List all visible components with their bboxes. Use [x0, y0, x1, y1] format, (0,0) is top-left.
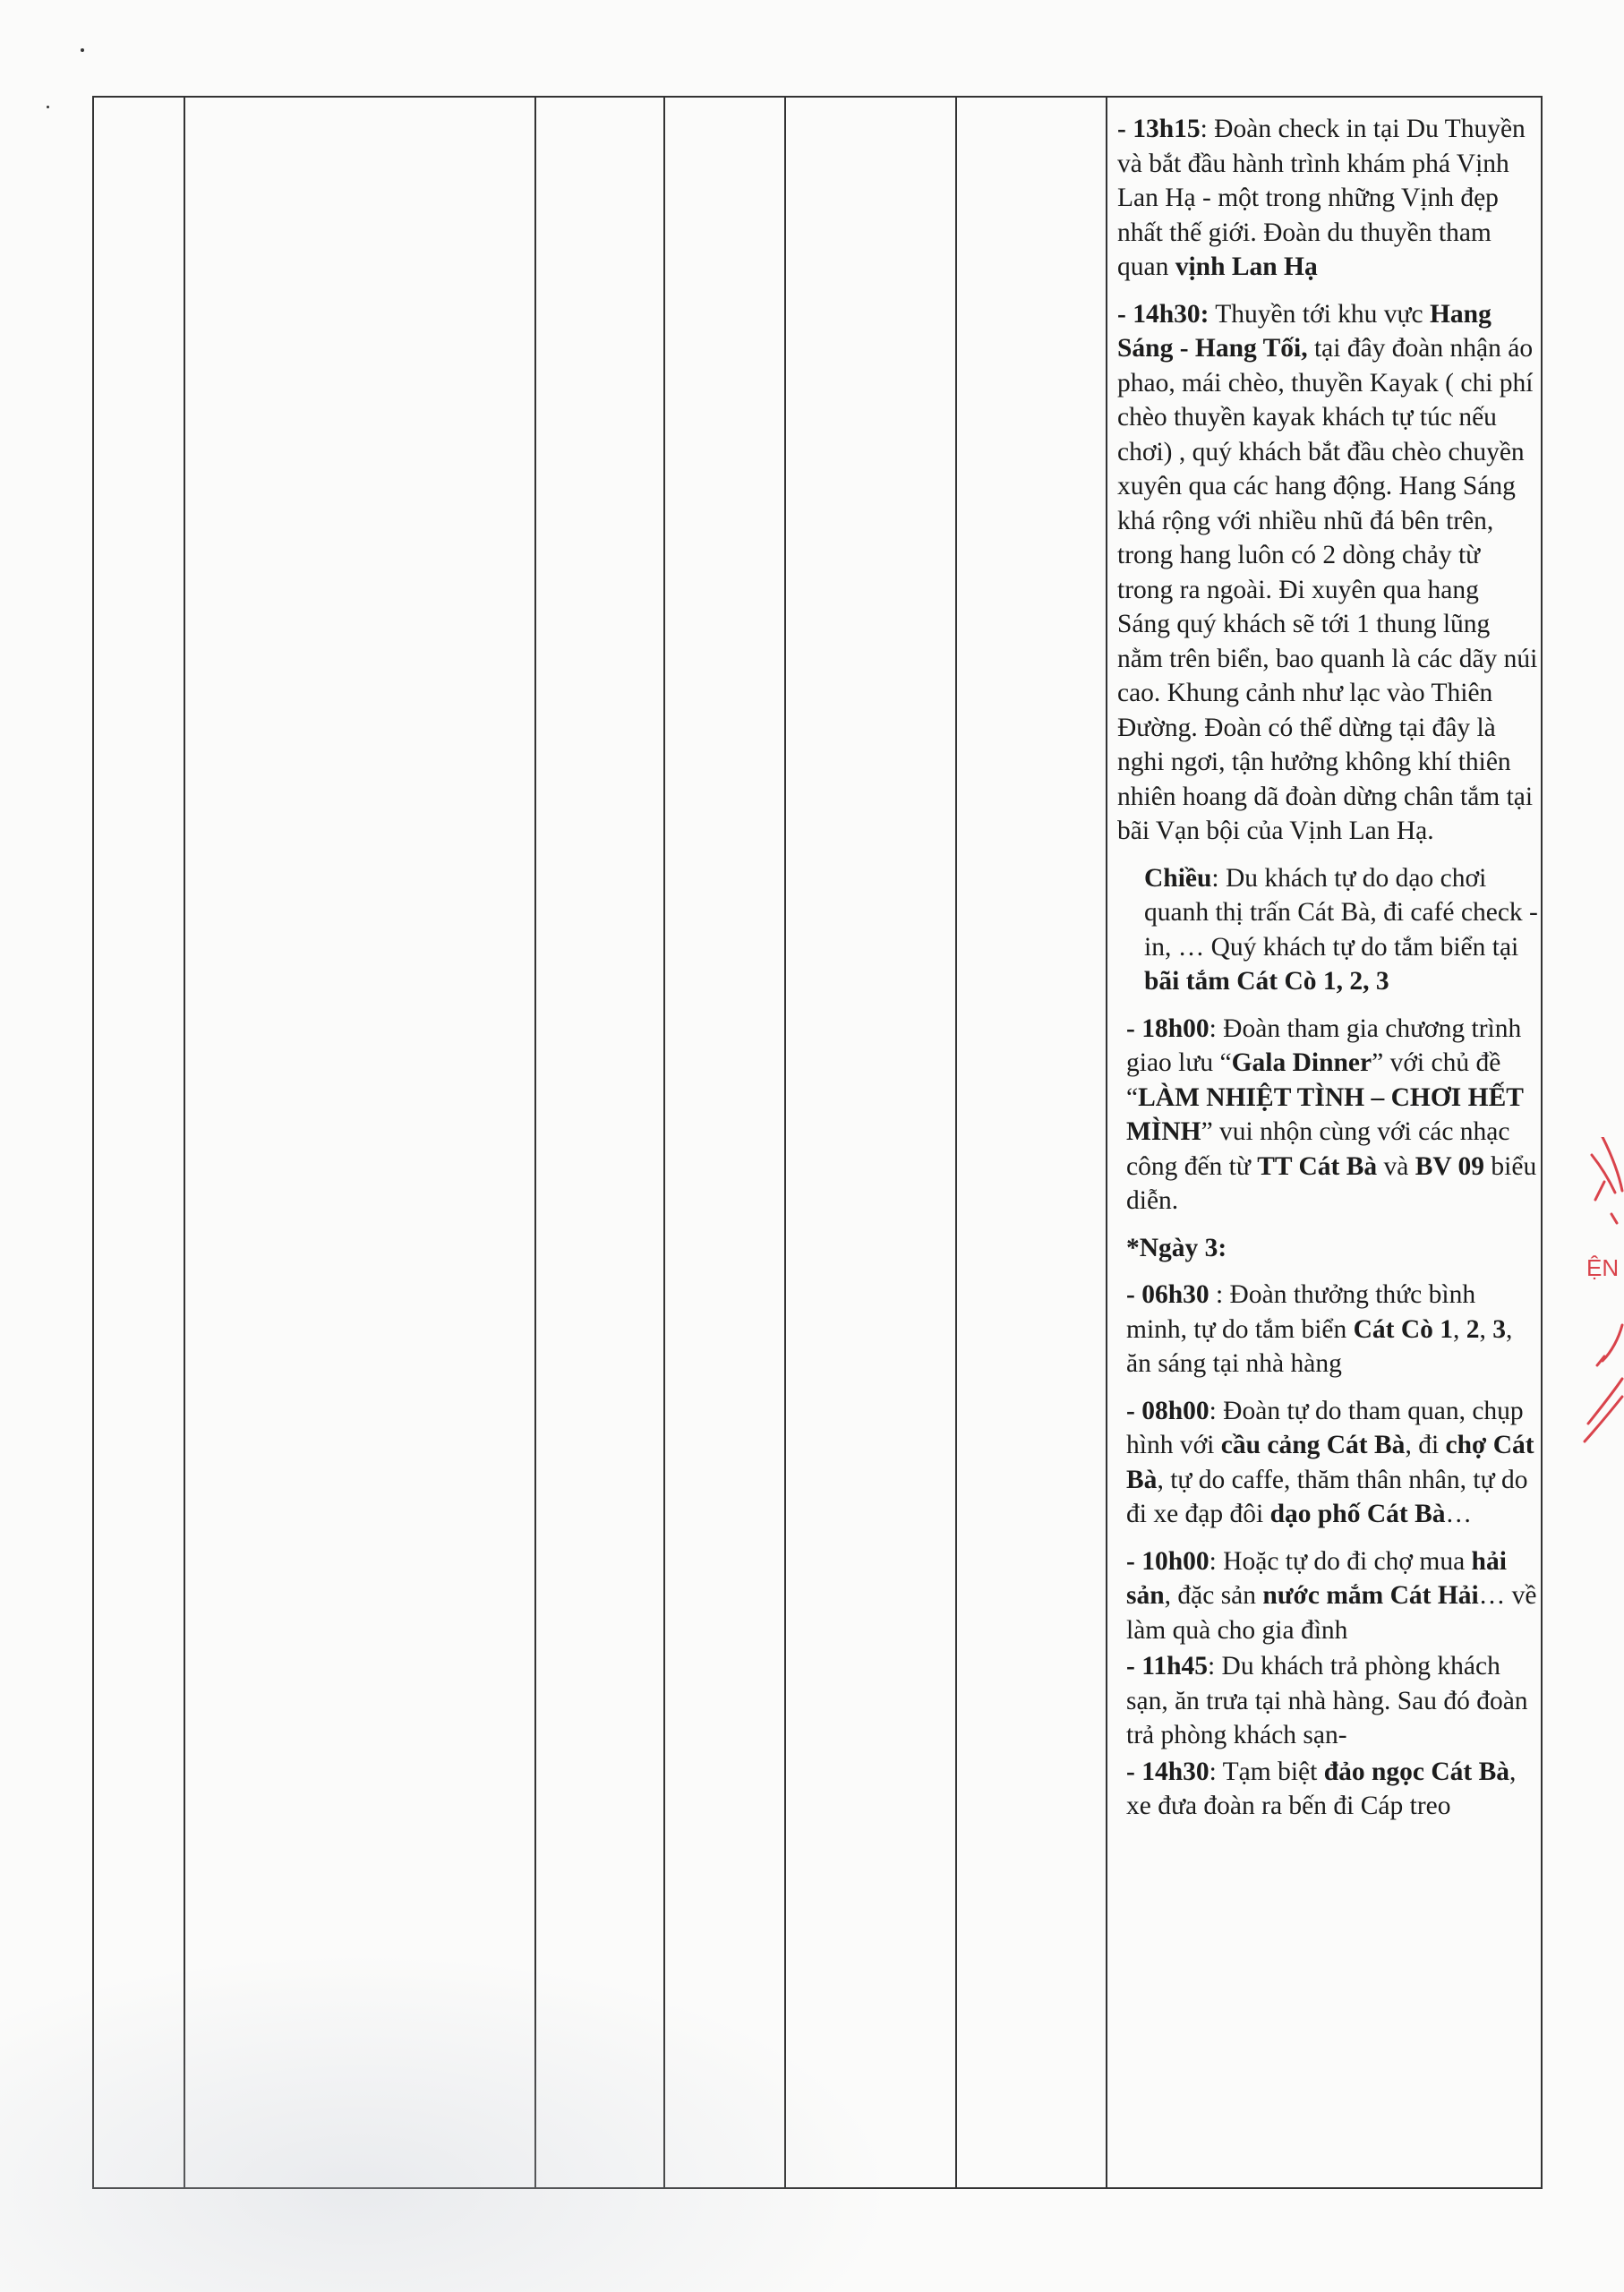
column-divider: [534, 98, 536, 2187]
text: : Đoàn check in tại Du Thuyền và bắt đầu hành trình khám phá Vịnh Lan Hạ - một trong những Vịnh đẹp nhất thế giới. Đoàn du thuyền tham quan: [1117, 115, 1526, 281]
text: : Đoàn tự do tham quan, chụp hình với: [1126, 1396, 1524, 1459]
column-divider: [955, 98, 957, 2187]
text: , đi: [1405, 1431, 1446, 1459]
bold-text: đảo ngọc Cát Bà: [1323, 1757, 1510, 1786]
bold-text: dạo phố Cát Bà: [1269, 1500, 1446, 1528]
column-divider: [784, 98, 786, 2187]
text: , ăn sáng tại nhà hàng: [1126, 1314, 1513, 1378]
bold-text: - 08h00: [1126, 1396, 1209, 1425]
bold-text: Cát Cò 1: [1353, 1314, 1454, 1344]
text: ” vui nhộn cùng với các nhạc công đến từ: [1126, 1117, 1510, 1181]
bold-text: Chiều: [1144, 863, 1212, 893]
stamp-text: ỆN: [1586, 1254, 1620, 1281]
itinerary-entry-p4: [1117, 1012, 1538, 1219]
bold-text: nước mắm Cát Hải: [1262, 1581, 1479, 1610]
text: , đặc sản: [1164, 1581, 1263, 1610]
text: , tự do caffe, thăm thân nhân, tự do đi xe đạp đôi: [1126, 1465, 1528, 1528]
text: : Đoàn thưởng thức bình minh, tự do tắm biển: [1126, 1280, 1476, 1344]
text: ” với chủ đề “: [1126, 1048, 1501, 1112]
itinerary-entry-p1: [1117, 112, 1538, 285]
scan-speck: [47, 106, 49, 108]
text: Thuyền tới khu vực: [1209, 299, 1430, 329]
text: tại đây đoàn nhận áo phao, mái chèo, thuyền Kayak ( chi phí chèo thuyền kayak khách tự túc nếu chơi) , quý khách bắt đầu chèo chuyền xuyên qua các hang động. Hang Sáng khá rộng với nhiều nhũ đá bên trên, trong hang luôn có 2 dòng chảy từ trong ra ngoài. Đi xuyên qua hang Sáng quý khách sẽ tới 1 thung lũng nằm trên biển, bao quanh là các dãy núi cao. Khung cảnh như lạc vào Thiên Đường. Đoàn có thể dừng tại đây là nghi ngơi, tận hưởng không khí thiên nhiên hoang dã đoàn dừng chân tắm tại bãi Vạn bội của Vịnh Lan Hạ.: [1117, 334, 1538, 845]
text: … về làm quà cho gia đình: [1126, 1581, 1537, 1645]
itinerary-column: [1117, 112, 1538, 1826]
bold-text: - 13h15: [1117, 115, 1201, 143]
itinerary-entry-p8: [1117, 1544, 1538, 1648]
bold-text: TT Cát Bà: [1257, 1151, 1378, 1181]
column-divider: [663, 98, 665, 2187]
itinerary-entry-p6: [1117, 1278, 1538, 1381]
red-seal-stamp: [1576, 1137, 1624, 1459]
bold-text: - 18h00: [1126, 1013, 1209, 1043]
text: : Du khách tự do dạo chơi quanh thị trấn Cát Bà, đi café check -in, … Quý khách tự do tắm biển tại: [1144, 863, 1538, 962]
bold-text: Gala Dinner: [1231, 1048, 1372, 1077]
bold-text: 2: [1466, 1314, 1480, 1344]
scan-speck: [81, 48, 84, 52]
text: : Đoàn tham gia chương trình giao lưu “: [1126, 1013, 1522, 1077]
bold-text: hải sản: [1126, 1546, 1507, 1610]
text: …: [1445, 1500, 1472, 1528]
itinerary-entry-p9: [1117, 1649, 1538, 1753]
column-divider: [184, 98, 185, 2187]
text: ,: [1479, 1314, 1493, 1344]
text: ,: [1453, 1314, 1466, 1344]
bold-text: chợ Cát Bà: [1126, 1431, 1534, 1494]
itinerary-entry-p5: [1117, 1231, 1538, 1266]
text: biểu diễn.: [1126, 1151, 1537, 1215]
bold-text: Hang Sáng - Hang Tối,: [1117, 299, 1492, 363]
bold-text: 3: [1492, 1314, 1507, 1344]
bold-text: - 06h30: [1126, 1280, 1209, 1309]
bold-text: - 14h30:: [1117, 299, 1209, 329]
bold-text: bãi tắm Cát Cò 1, 2, 3: [1144, 967, 1389, 996]
itinerary-entry-p7: [1117, 1394, 1538, 1532]
text: : Du khách trả phòng khách sạn, ăn trưa tại nhà hàng. Sau đó đoàn trả phòng khách sạn-: [1126, 1652, 1528, 1749]
text: : Tạm biệt: [1209, 1757, 1324, 1786]
bold-text: - 10h00: [1126, 1546, 1209, 1576]
bold-text: LÀM NHIỆT TÌNH – CHƠI HẾT MÌNH: [1126, 1082, 1524, 1146]
bold-text: - 14h30: [1126, 1757, 1209, 1786]
text: và: [1377, 1151, 1415, 1181]
bold-text: vịnh Lan Hạ: [1175, 252, 1318, 281]
bold-text: cầu cảng Cát Bà: [1220, 1431, 1406, 1459]
bold-text: *Ngày 3:: [1126, 1233, 1227, 1262]
itinerary-entry-p3: [1117, 861, 1538, 999]
bold-text: BV 09: [1415, 1151, 1485, 1181]
bold-text: - 11h45: [1126, 1652, 1208, 1681]
itinerary-entry-p2: [1117, 297, 1538, 849]
column-divider: [1106, 98, 1107, 2187]
text: : Hoặc tự do đi chợ mua: [1209, 1546, 1472, 1576]
text: , xe đưa đoàn ra bến đi Cáp treo: [1126, 1757, 1517, 1820]
itinerary-entry-p10: [1117, 1755, 1538, 1824]
